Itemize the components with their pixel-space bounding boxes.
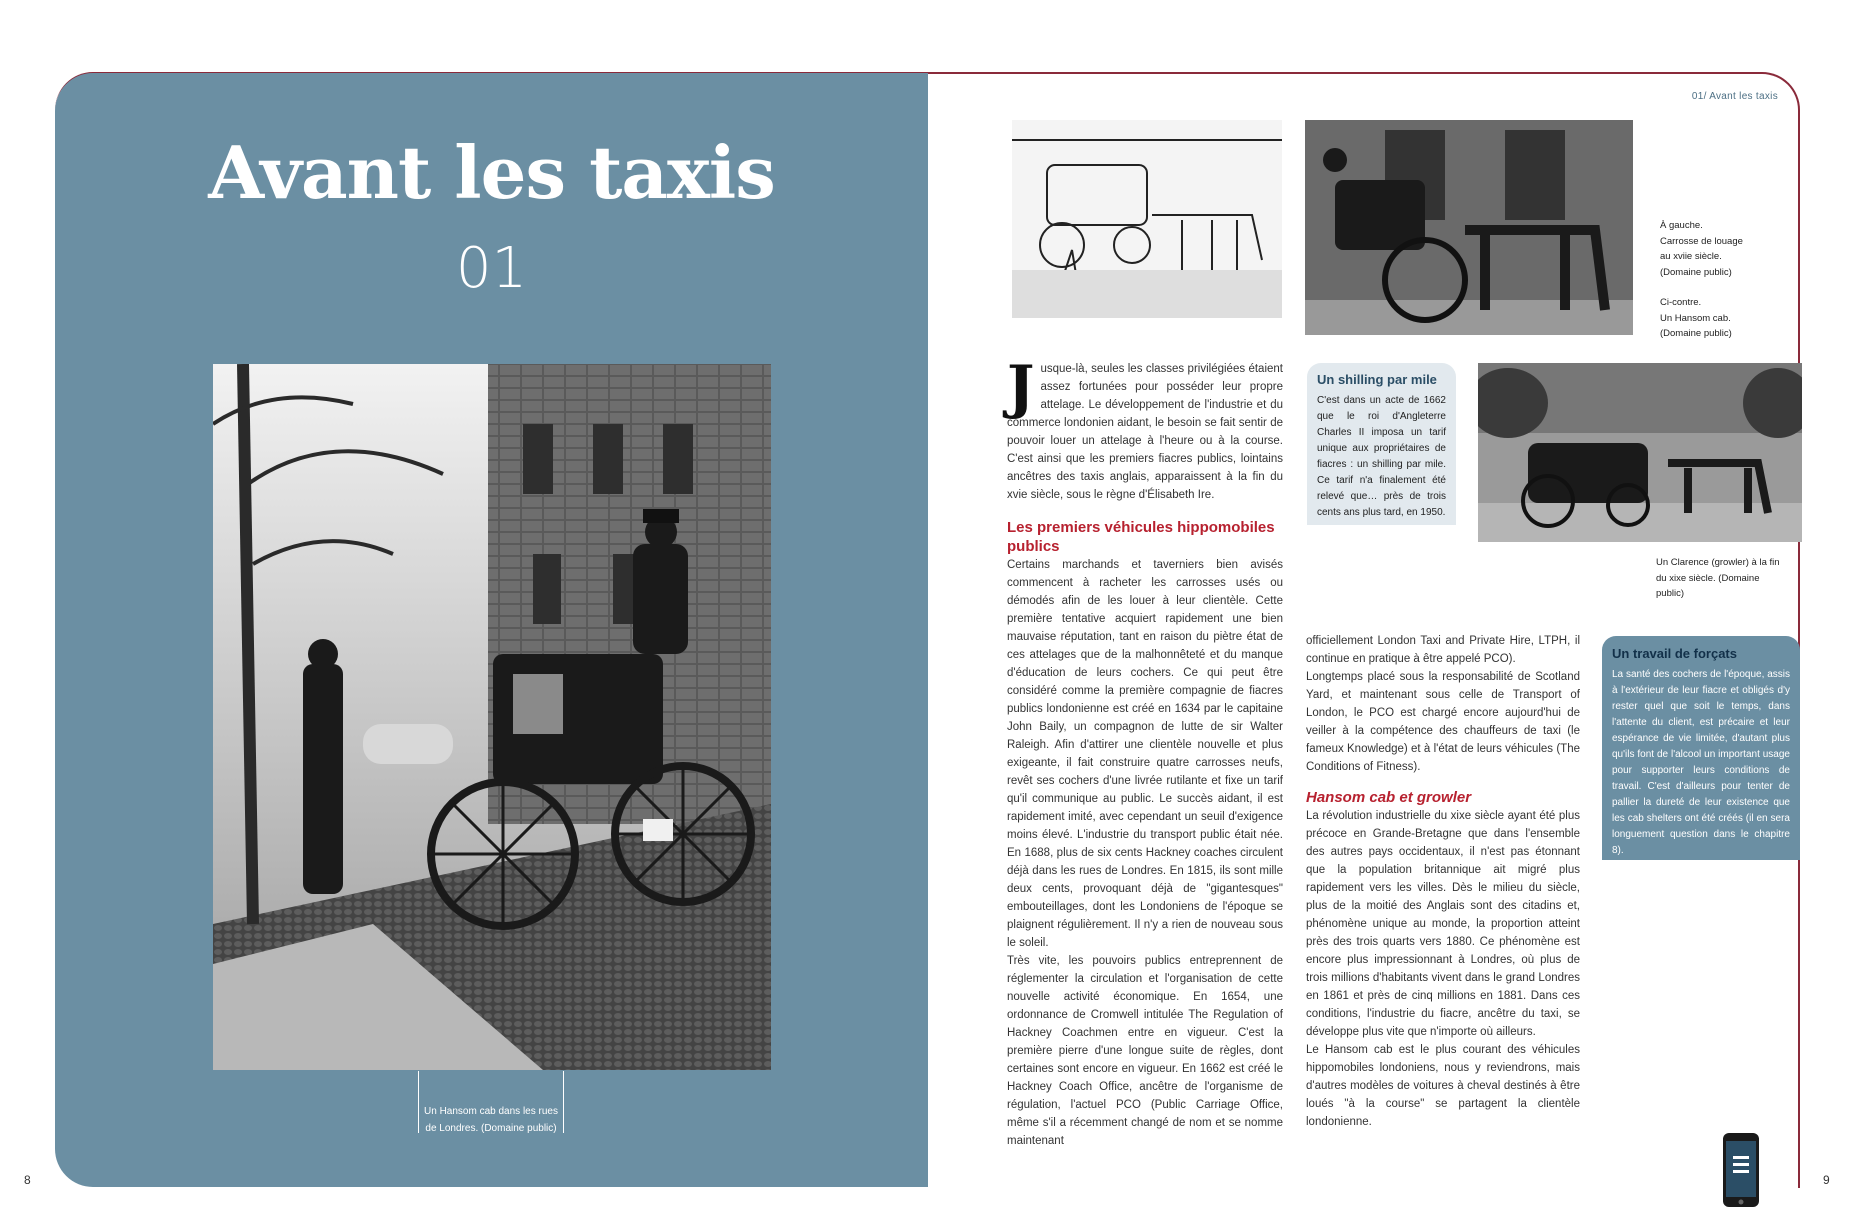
chapter-title: Avant les taxis — [208, 130, 775, 215]
sidebar-shilling-title: Un shilling par mile — [1317, 372, 1437, 387]
paragraph-hansom-cab: Le Hansom cab est le plus courant des véhicules hippomobiles londoniens, nous y reviendrons, mais d'autres modèles de voitures à cheval destinés à être loués "à la course" se partagent la clientèle londonienne. — [1306, 1044, 1580, 1128]
intro-paragraph: usque-là, seules les classes privilégiées étaient assez fortunées pour posséder leur propre attelage. Le développement de l'industrie et du commerce londonien aidant, le besoin se fait sentir de pouvoir louer un attelage à l'heure ou à la course. C'est ainsi que les premiers fiacres publics, lointains ancêtres des taxis anglais, apparaissent à la fin du xvie siècle, sous le règne d'Élisabeth Ire. — [1007, 363, 1283, 501]
sidebar-forcats-title: Un travail de forçats — [1612, 646, 1737, 661]
phone-app-icon — [1722, 1132, 1760, 1208]
paragraph-scotland-yard: Longtemps placé sous la responsabilité de Scotland Yard, et maintenant sous celle de Transport of London, le PCO est chargé encore aujourd'hui de veiller à la compétence des chauffeurs de taxi (le fameux Knowledge) et à l'état de leurs véhicules (The Conditions of Fitness). — [1306, 671, 1580, 773]
section-heading-hansom: Hansom cab et growler — [1306, 789, 1472, 806]
article-column-1 — [1007, 353, 1283, 1150]
sidebar-forcats-box — [1602, 636, 1800, 860]
page-number-right: 9 — [1823, 1173, 1830, 1187]
hansom-cab-photo-small — [1305, 120, 1633, 335]
sidebar-shilling-text: C'est dans un acte de 1662 que le roi d'Angleterre Charles II imposa un tarif unique aux propriétaires de fiacres : un shilling par mile. Ce tarif n'a finalement été relevé que… près de trois cents ans plus tard, en 1950. — [1317, 395, 1446, 518]
paragraph-ltph: officiellement London Taxi and Private Hire, LTPH, il continue en pratique à être appelé PCO). — [1306, 635, 1580, 665]
clarence-caption: Un Clarence (growler) à la fin du xixe siècle. (Domaine public) — [1656, 557, 1780, 599]
paragraph-first-vehicles: Certains marchands et taverniers bien avisés commencent à racheter les carrosses usés ou démodés afin de les louer à leur clientèle. Cette première tentative acquiert rapidement une bien mauvaise réputation, tant en raison du piètre état de ces attelages que de la malhonnêteté et du manque d'éducation de leurs cochers. Ce qui peut être considéré comme la première compagnie de fiacres publics londonienne est créé en 1634 par le capitaine John Baily, un compagnon de lutte de sir Walter Raleigh. Afin d'attirer une clientèle nouvelle et plus exigeante, il fait construire quatre carrosses neufs, revêt ses cochers d'une livrée rutilante et fixe un tarif qu'il communique au public. Le succès aidant, il est rapidement imité, avec cependant un seuil d'exigence moins élevé. L'industrie du transport public était née. En 1688, plus de six cents Hackney coaches circulent déjà dans les rues de Londres. En 1815, ils sont mille deux cents, provoquant déjà de "gigantesques" embouteillages, dont les Londoniens de l'époque se plaignent régulièrement. Il n'y a rien de nouveau sous le soleil. — [1007, 559, 1283, 949]
drop-cap: J — [1007, 353, 1035, 421]
clarence-growler-photo — [1478, 363, 1802, 542]
paragraph-industrial-revolution: La révolution industrielle du xixe siècle ayant été plus précoce en Grande-Bretagne que dans l'ensemble des autres pays occidentaux, il n'est pas étonnant que la population britannique ait migré plus rapidement vers les villes. Dès le milieu du siècle, plus de la moitié des Anglais sont des citadins et, phénomène unique au monde, la proportion atteint près des trois quarts vers 1880. Ce phénomène est encore plus impressionnant à Londres, où plus de trois millions d'habitants vivent dans le grand Londres en 1861 et près de cinq millions en 1881. Dans ces conditions, l'industrie du fiacre, ancêtre du taxi, se développe plus vite que n'importe où ailleurs. — [1306, 810, 1580, 1038]
photo-caption: Un Hansom cab dans les rues de Londres. (Domaine public) — [418, 1071, 564, 1133]
hansom-cab-photo — [213, 364, 771, 1070]
sidebar-forcats-text: La santé des cochers de l'époque, assis à l'extérieur de leur fiacre et obligés d'y rester quel que soit le temps, dans l'attente du client, est précaire et leur espérance de vie limitée, d'autant plus qu'ils font de l'alcool un important usage pour supporter leurs conditions de travail. C'est d'ailleurs pour tenter de pallier la dureté de leur existence que les cab shelters ont été créés (il en sera longuement question dans le chapitre 8). — [1612, 669, 1790, 856]
article-column-2 — [1306, 632, 1580, 1131]
top-images-caption: À gauche. Carrosse de louage au xviie siècle. (Domaine public) Ci-contre. Un Hansom cab. (Domaine public) — [1660, 220, 1743, 339]
page-number-left: 8 — [24, 1173, 31, 1187]
running-head: 01/ Avant les taxis — [1691, 91, 1778, 102]
paragraph-regulation: Très vite, les pouvoirs publics entreprennent de réglementer la circulation et l'organisation de cette nouvelle activité économique. En 1654, une ordonnance de Cromwell intitulée The Regulation of Hackney Coachmen entre en vigueur. C'est la première pierre d'une longue suite de règles, dont certaines sont encore en vigueur. En 1662 est créé le Hackney Coach Office, ancêtre de l'organisme de régulation, l'actuel PCO (Public Carriage Office, même s'il a récemment changé de nom et se nomme maintenant — [1007, 955, 1283, 1147]
sidebar-shilling-box — [1307, 363, 1456, 525]
carriage-engraving — [1012, 120, 1282, 318]
section-heading-first-vehicles: Les premiers véhicules hippomobiles publics — [1007, 519, 1275, 555]
chapter-number: 01 — [455, 236, 528, 301]
